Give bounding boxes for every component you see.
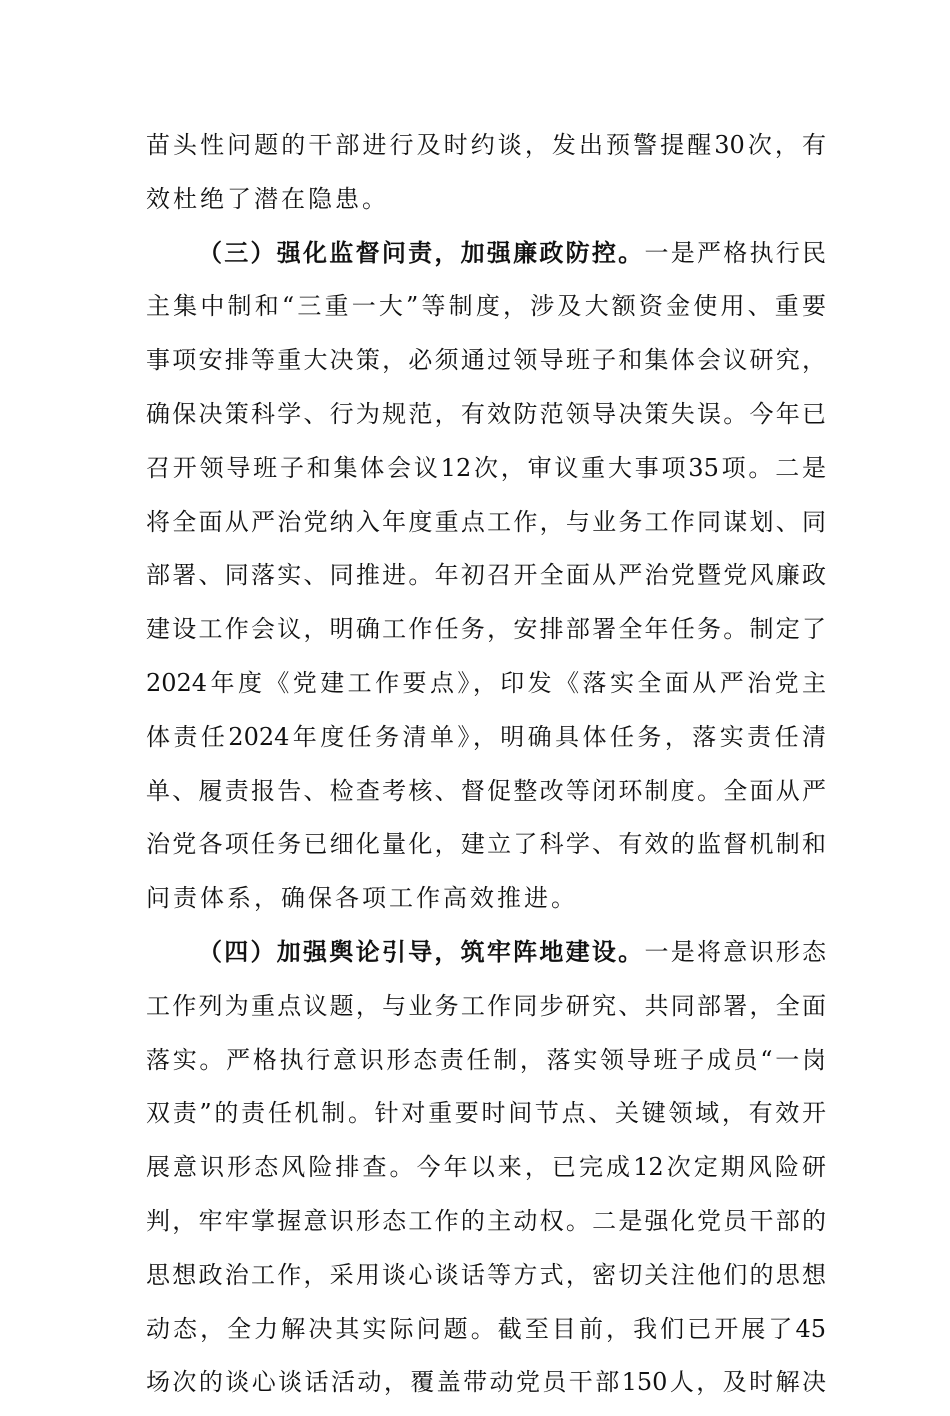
text-line: 效杜绝了潜在隐患。 [146, 184, 389, 213]
text-line: 苗头性问题的干部进行及时约谈，发出预警提醒30次，有 [146, 131, 826, 159]
section-3-first-line [146, 233, 826, 273]
text-line: 事项安排等重大决策，必须通过领导班子和集体会议研究， [146, 346, 826, 375]
text-line: 将全面从严治党纳入年度重点工作，与业务工作同谋划、同 [146, 507, 826, 536]
text-line: 确保决策科学、行为规范，有效防范领导决策失误。今年已 [146, 399, 826, 428]
section-heading-3: （三）强化监督问责，加强廉政防控。 [198, 237, 645, 267]
text-line: 判，牢牢掌握意识形态工作的主动权。二是强化党员干部的 [146, 1206, 826, 1235]
text-line: 落实。严格执行意识形态责任制，落实领导班子成员“一岗 [146, 1045, 826, 1074]
text-span: 一是将意识形态 [644, 937, 827, 966]
section-4-first-line [146, 932, 826, 972]
text-line: 双责”的责任机制。针对重要时间节点、关键领域，有效开 [146, 1099, 826, 1128]
text-line: 展意识形态风险排查。今年以来，已完成12次定期风险研 [146, 1153, 826, 1182]
text-span: 一是严格执行民 [644, 238, 827, 267]
text-line: 治党各项任务已细化量化，建立了科学、有效的监督机制和 [146, 830, 826, 859]
text-line: 动态，全力解决其实际问题。截至目前，我们已开展了45 [146, 1314, 826, 1343]
text-line: 单、履责报告、检查考核、督促整改等闭环制度。全面从严 [146, 776, 826, 805]
text-line: 2024年度《党建工作要点》，印发《落实全面从严治党主 [146, 668, 826, 697]
text-line: 主集中制和“三重一大”等制度，涉及大额资金使用、重要 [146, 292, 826, 321]
text-line: 体责任2024年度任务清单》，明确具体任务，落实责任清 [146, 722, 826, 751]
text-line: 问责体系，确保各项工作高效推进。 [146, 884, 578, 913]
text-line: 部署、同落实、同推进。年初召开全面从严治党暨党风廉政 [146, 561, 826, 590]
text-line: 场次的谈心谈话活动，覆盖带动党员干部150人，及时解决 [146, 1368, 826, 1397]
text-line: 建设工作会议，明确工作任务，安排部署全年任务。制定了 [146, 615, 826, 644]
text-line: 工作列为重点议题，与业务工作同步研究、共同部署，全面 [146, 991, 826, 1020]
body-text [146, 125, 826, 1416]
text-line: 思想政治工作，采用谈心谈话等方式，密切关注他们的思想 [146, 1260, 826, 1289]
section-heading-4: （四）加强舆论引导，筑牢阵地建设。 [198, 936, 645, 966]
text-line: 召开领导班子和集体会议12次，审议重大事项35项。二是 [146, 453, 826, 482]
